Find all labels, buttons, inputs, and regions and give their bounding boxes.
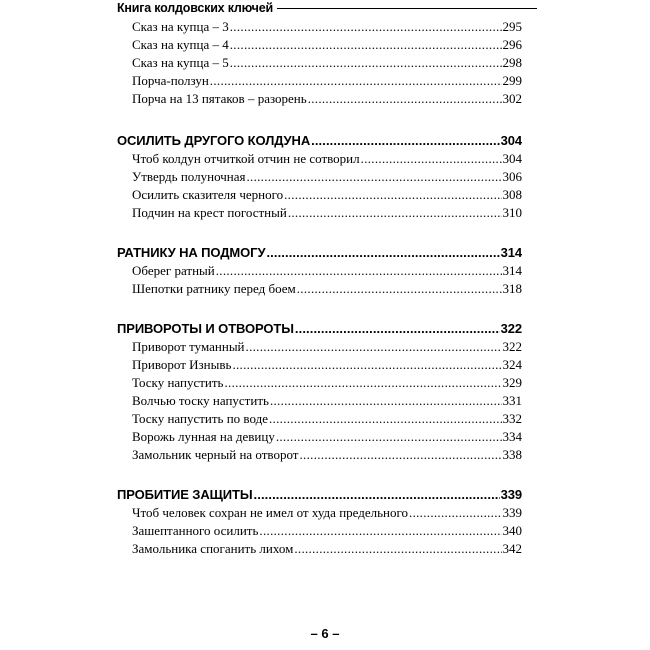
toc-entry[interactable] bbox=[117, 338, 522, 356]
leader-dots bbox=[232, 356, 501, 374]
toc-entry-page: 310 bbox=[502, 205, 522, 220]
leader-dots bbox=[311, 132, 499, 150]
toc-entry-page: 314 bbox=[502, 263, 522, 278]
toc-entry[interactable] bbox=[117, 18, 522, 36]
leader-dots bbox=[266, 244, 499, 262]
leader-dots bbox=[246, 338, 502, 356]
toc-entry[interactable] bbox=[117, 446, 522, 464]
toc-section-title: ПРОБИТИЕ ЗАЩИТЫ bbox=[117, 487, 253, 502]
leader-dots bbox=[361, 150, 502, 168]
toc-entry-title: Замольника споганить лихом bbox=[132, 541, 294, 556]
toc-entry[interactable] bbox=[117, 262, 522, 280]
toc-entry[interactable] bbox=[117, 72, 522, 90]
toc-entry[interactable] bbox=[117, 280, 522, 298]
leader-dots bbox=[259, 522, 501, 540]
toc-section-title: ПРИВОРОТЫ И ОТВОРОТЫ bbox=[117, 321, 294, 336]
leader-dots bbox=[270, 392, 502, 410]
leader-dots bbox=[300, 446, 502, 464]
toc-section-page: 322 bbox=[500, 321, 522, 336]
toc-entry-title: Зашептанного осилить bbox=[132, 523, 259, 538]
toc-entry-title: Порча на 13 пятаков – разорень bbox=[132, 91, 307, 106]
toc-entry-title: Порча-ползун bbox=[132, 73, 209, 88]
toc-entry[interactable] bbox=[117, 410, 522, 428]
toc-entry-title: Чтоб колдун отчиткой отчин не сотворил bbox=[132, 151, 360, 166]
toc-entry-title: Шепотки ратнику перед боем bbox=[132, 281, 296, 296]
table-of-contents bbox=[117, 18, 522, 558]
toc-entry-page: 338 bbox=[502, 447, 522, 462]
leader-dots bbox=[409, 504, 501, 522]
section-gap bbox=[117, 222, 522, 244]
toc-entry-title: Утвердь полуночная bbox=[132, 169, 246, 184]
toc-entry-page: 298 bbox=[502, 55, 522, 70]
toc-entry-page: 318 bbox=[502, 281, 522, 296]
toc-entry[interactable] bbox=[117, 392, 522, 410]
running-head bbox=[117, 0, 537, 16]
toc-entry-page: 334 bbox=[502, 429, 522, 444]
toc-entry[interactable] bbox=[117, 428, 522, 446]
toc-entry-title: Подчин на крест погостный bbox=[132, 205, 287, 220]
toc-entry-title: Осилить сказителя черного bbox=[132, 187, 284, 202]
toc-entry-title: Сказ на купца – 5 bbox=[132, 55, 229, 70]
toc-section-title: ОСИЛИТЬ ДРУГОГО КОЛДУНА bbox=[117, 133, 311, 148]
toc-entry-page: 324 bbox=[502, 357, 522, 372]
toc-entry-title: Сказ на купца – 4 bbox=[132, 37, 229, 52]
toc-entry[interactable] bbox=[117, 150, 522, 168]
leader-dots bbox=[230, 36, 502, 54]
leader-dots bbox=[295, 320, 500, 338]
leader-dots bbox=[288, 204, 502, 222]
section-gap bbox=[117, 298, 522, 320]
leader-dots bbox=[210, 72, 502, 90]
toc-entry-page: 331 bbox=[502, 393, 522, 408]
leader-dots bbox=[297, 280, 502, 298]
toc-entry[interactable] bbox=[117, 522, 522, 540]
toc-entry[interactable] bbox=[117, 168, 522, 186]
toc-entry-page: 339 bbox=[502, 505, 522, 520]
toc-entry[interactable] bbox=[117, 374, 522, 392]
toc-entry-title: Приворот Изнывь bbox=[132, 357, 232, 372]
leader-dots bbox=[276, 428, 502, 446]
leader-dots bbox=[254, 486, 500, 504]
toc-entry-page: 302 bbox=[502, 91, 522, 106]
toc-section-heading[interactable] bbox=[117, 132, 522, 150]
toc-entry-title: Волчью тоску напустить bbox=[132, 393, 269, 408]
toc-entry-page: 306 bbox=[502, 169, 522, 184]
toc-section-page: 339 bbox=[500, 487, 522, 502]
leader-dots bbox=[224, 374, 501, 392]
leader-dots bbox=[294, 540, 501, 558]
toc-entry-title: Тоску напустить bbox=[132, 375, 224, 390]
leader-dots bbox=[216, 262, 502, 280]
section-gap bbox=[117, 108, 522, 132]
toc-entry[interactable] bbox=[117, 540, 522, 558]
running-head-rule bbox=[277, 8, 537, 9]
toc-entry-page: 296 bbox=[502, 37, 522, 52]
toc-entry[interactable] bbox=[117, 204, 522, 222]
toc-entry-title: Замольник черный на отворот bbox=[132, 447, 299, 462]
toc-entry[interactable] bbox=[117, 504, 522, 522]
toc-section-heading[interactable] bbox=[117, 486, 522, 504]
leader-dots bbox=[308, 90, 502, 108]
toc-entry-page: 342 bbox=[502, 541, 522, 556]
toc-section-heading[interactable] bbox=[117, 320, 522, 338]
toc-entry[interactable] bbox=[117, 36, 522, 54]
toc-section-title: РАТНИКУ НА ПОДМОГУ bbox=[117, 245, 266, 260]
toc-section-heading[interactable] bbox=[117, 244, 522, 262]
leader-dots bbox=[284, 186, 501, 204]
toc-section-page: 304 bbox=[500, 133, 522, 148]
leader-dots bbox=[246, 168, 501, 186]
toc-entry[interactable] bbox=[117, 54, 522, 72]
toc-entry-title: Тоску напустить по воде bbox=[132, 411, 268, 426]
toc-entry[interactable] bbox=[117, 90, 522, 108]
toc-entry-page: 299 bbox=[502, 73, 522, 88]
toc-entry-page: 332 bbox=[502, 411, 522, 426]
toc-entry-page: 308 bbox=[502, 187, 522, 202]
section-gap bbox=[117, 464, 522, 486]
toc-section-page: 314 bbox=[500, 245, 522, 260]
toc-entry-title: Оберег ратный bbox=[132, 263, 215, 278]
toc-entry[interactable] bbox=[117, 186, 522, 204]
toc-entry-page: 322 bbox=[502, 339, 522, 354]
leader-dots bbox=[230, 54, 502, 72]
toc-entry-page: 329 bbox=[502, 375, 522, 390]
toc-entry-page: 304 bbox=[502, 151, 522, 166]
running-head-title: Книга колдовских ключей bbox=[117, 1, 273, 15]
toc-entry-page: 340 bbox=[502, 523, 522, 538]
toc-entry-title: Приворот туманный bbox=[132, 339, 245, 354]
leader-dots bbox=[269, 410, 502, 428]
toc-entry-title: Сказ на купца – 3 bbox=[132, 19, 229, 34]
toc-entry-page: 295 bbox=[502, 19, 522, 34]
toc-entry-title: Ворожь лунная на девицу bbox=[132, 429, 275, 444]
toc-entry-title: Чтоб человек сохран не имел от худа предельного bbox=[132, 505, 409, 520]
leader-dots bbox=[230, 18, 502, 36]
toc-entry[interactable] bbox=[117, 356, 522, 374]
page-number: – 6 – bbox=[310, 626, 340, 641]
